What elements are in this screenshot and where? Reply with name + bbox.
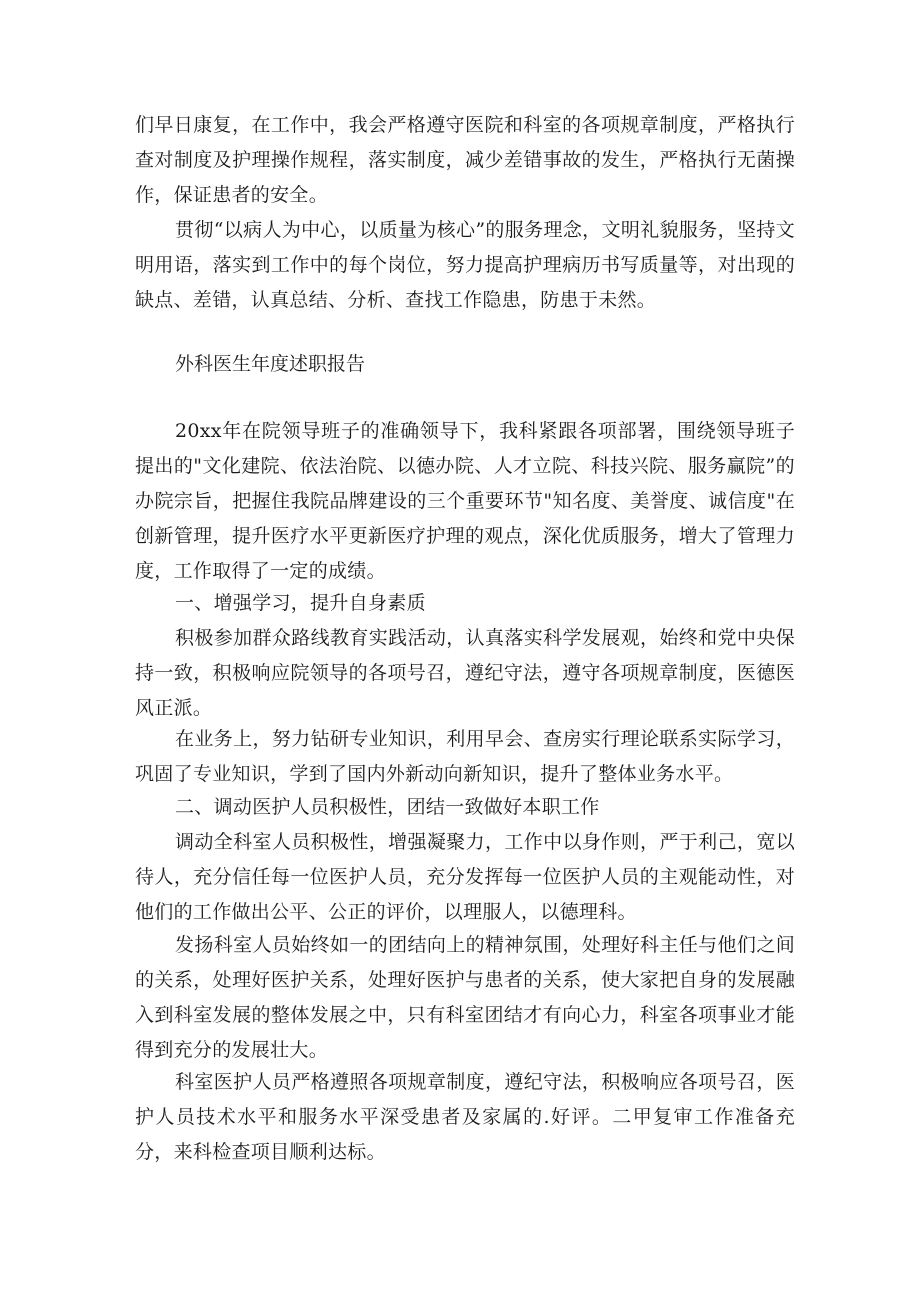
paragraph-3: 20xx年在院领导班子的准确领导下，我科紧跟各项部署，围绕领导班子提出的"文化建院、依法治院、以德办院、人才立院、科技兴院、服务赢院”的办院宗旨，把握住我院品牌建设的三个重要环节"知名度、美誉度、诚信度"在创新管理，提升医疗水平更新医疗护理的观点，深化优质服务，增大了管理力度，工作取得了一定的成绩。 (135, 420, 795, 582)
paragraph-8: 科室医护人员严格遵照各项规章制度，遵纪守法，积极响应各项号召，医护人员技术水平和服务水平深受患者及家属的.好评。二甲复审工作准备充分，来科检查项目顺利达标。 (135, 1071, 795, 1163)
paragraph-4: 积极参加群众路线教育实践活动，认真落实科学发展观，始终和党中央保持一致，积极响应院领导的各项号召，遵纪守法，遵守各项规章制度，医德医风正派。 (135, 627, 795, 719)
paragraph-1: 们早日康复，在工作中，我会严格遵守医院和科室的各项规章制度，严格执行查对制度及护理操作规程，落实制度，减少差错事故的发生，严格执行无菌操作，保证患者的安全。 (135, 114, 795, 206)
paragraph-6: 调动全科室人员积极性，增强凝聚力，工作中以身作则，严于利己，宽以待人，充分信任每一位医护人员，充分发挥每一位医护人员的主观能动性，对他们的工作做出公平、公正的评价，以理服人，以德理科。 (135, 831, 795, 923)
section-heading-2: 二、调动医护人员积极性，团结一致做好本职工作 (175, 796, 600, 818)
report-title: 外科医生年度述职报告 (175, 353, 366, 375)
paragraph-5: 在业务上，努力钻研专业知识，利用早会、查房实行理论联系实际学习，巩固了专业知识，学到了国内外新动向新知识，提升了整体业务水平。 (135, 728, 795, 785)
section-heading-1: 一、增强学习，提升自身素质 (175, 592, 426, 614)
paragraph-7: 发扬科室人员始终如一的团结向上的精神氛围，处理好科主任与他们之间的关系，处理好医护关系，处理好医护与患者的关系，使大家把自身的发展融入到科室发展的整体发展之中，只有科室团结才有向心力，科室各项事业才能得到充分的发展壮大。 (135, 934, 795, 1061)
paragraph-2: 贯彻“以病人为中心，以质量为核心”的服务理念，文明礼貌服务，坚持文明用语，落实到工作中的每个岗位，努力提高护理病历书写质量等，对出现的缺点、差错，认真总结、分析、查找工作隐患，防患于未然。 (135, 219, 795, 311)
